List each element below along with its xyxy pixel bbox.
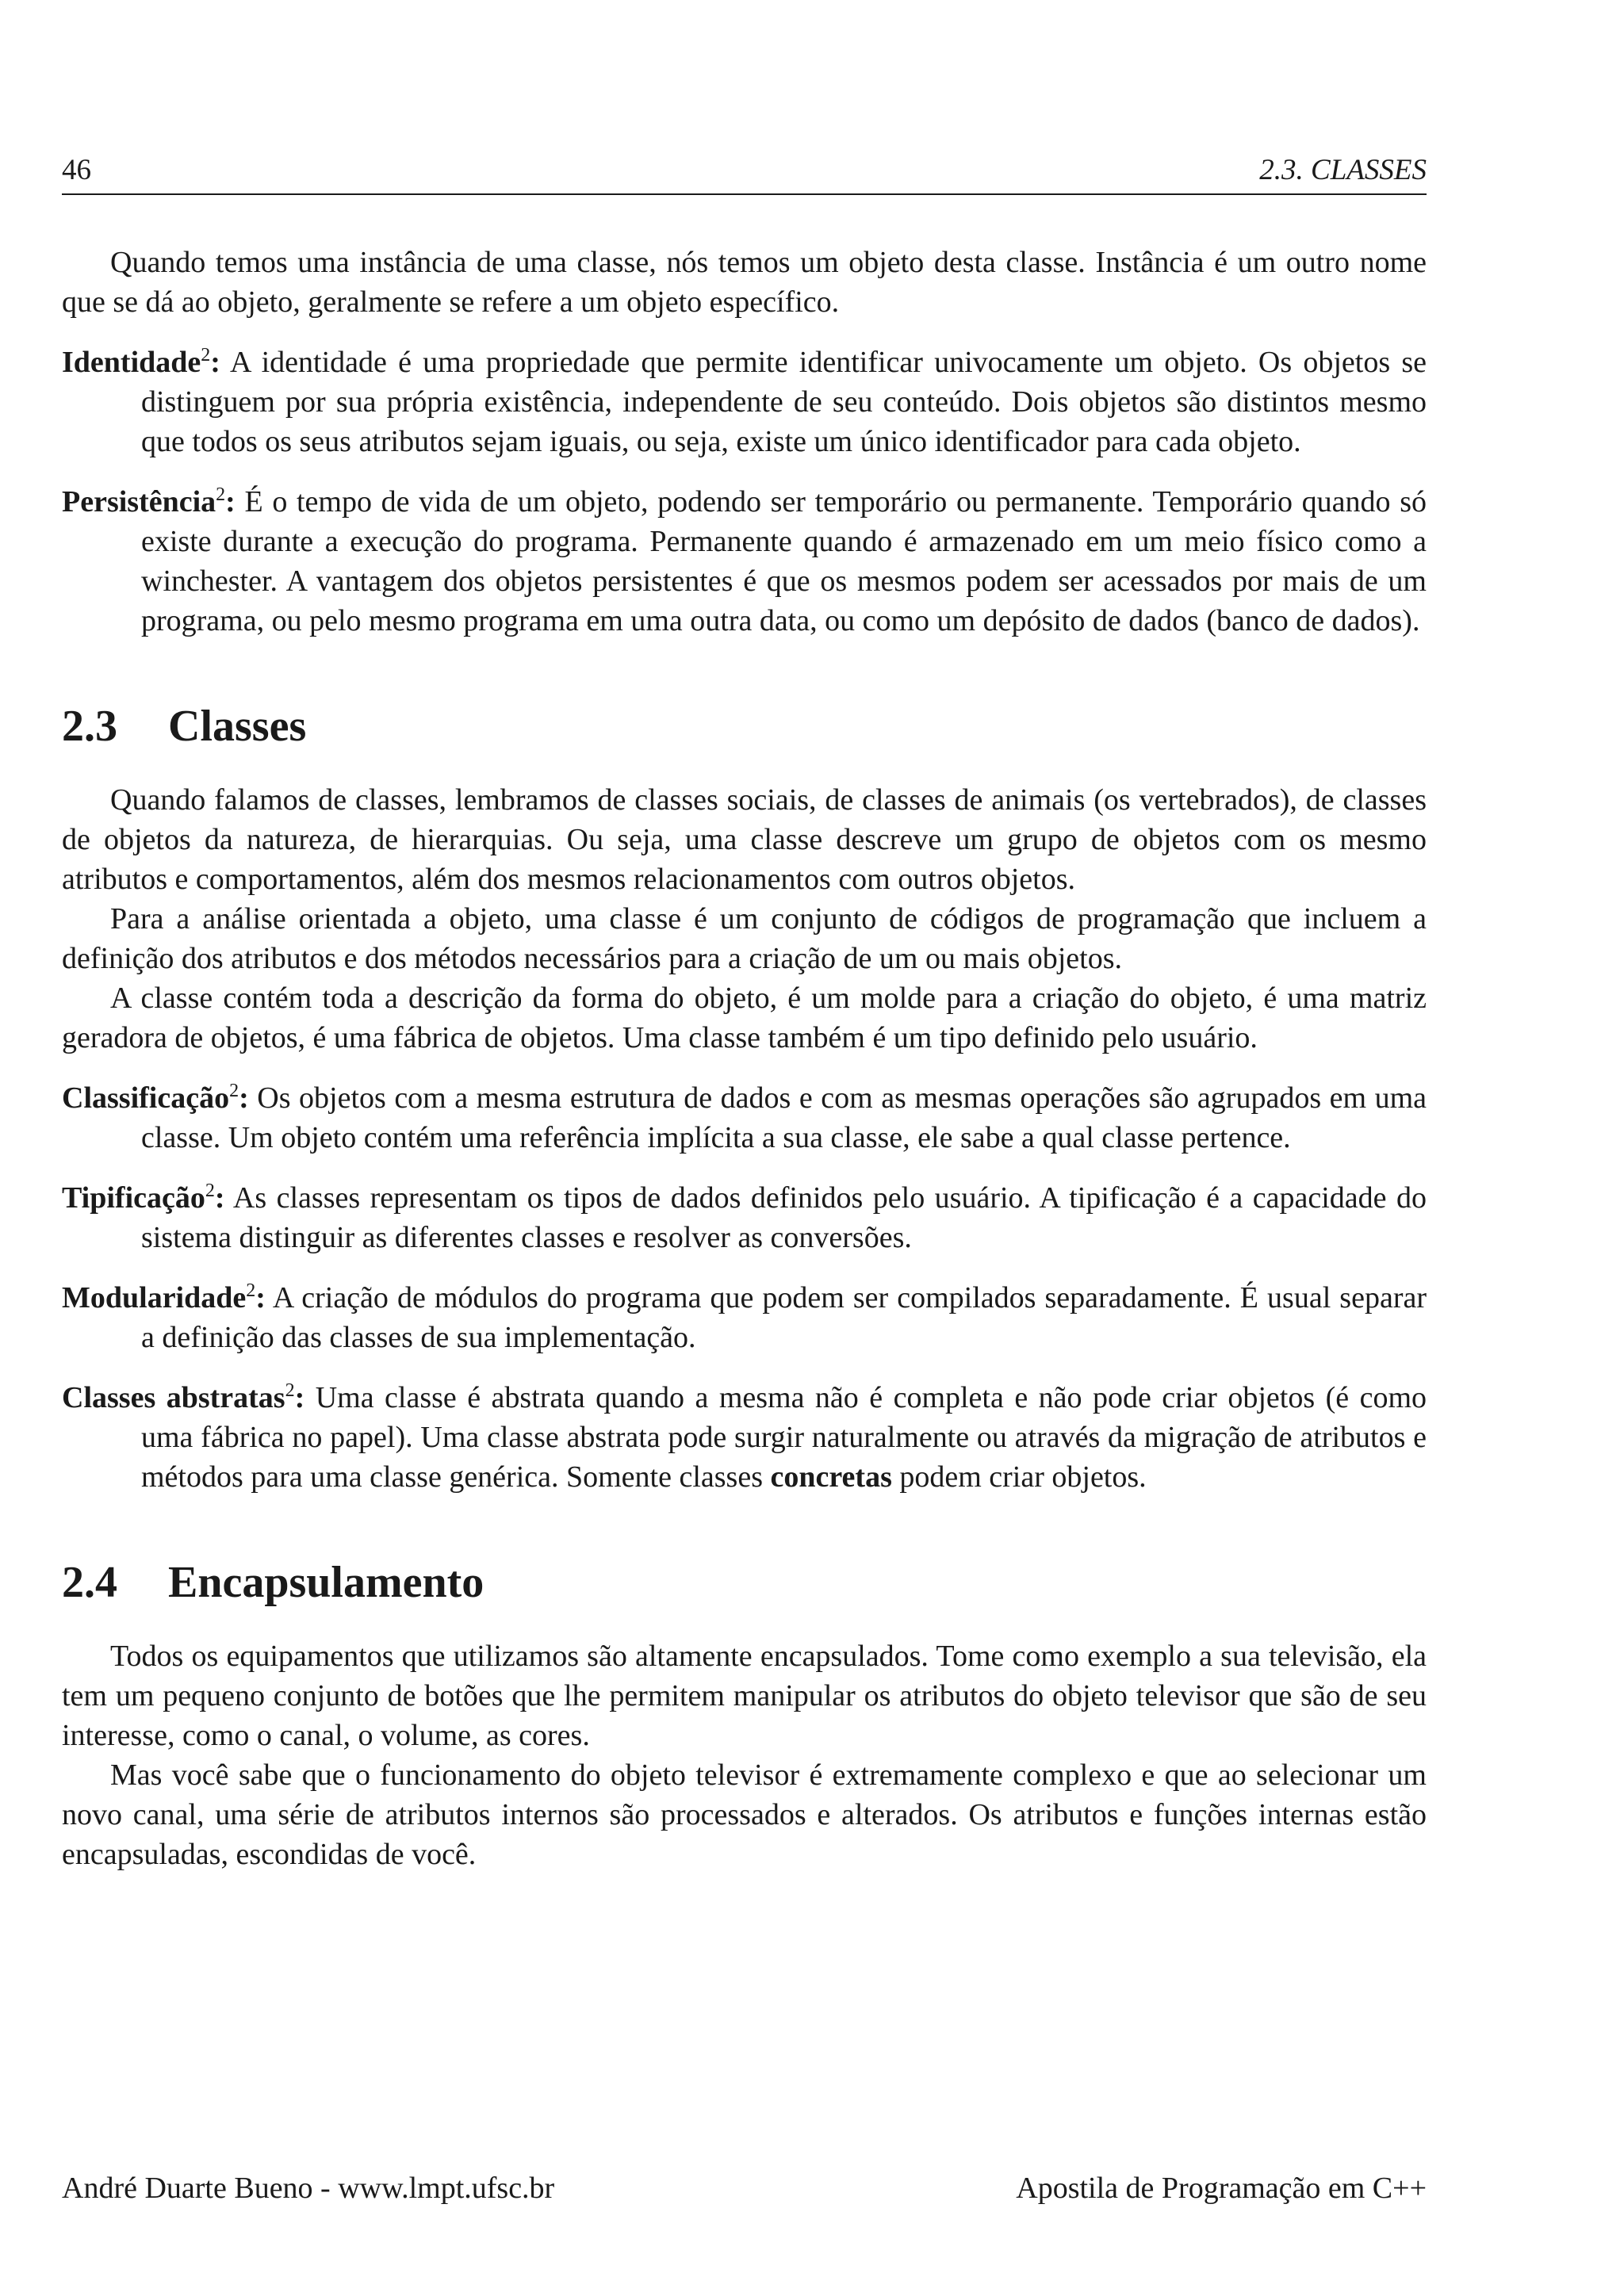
intro-paragraph: Quando temos uma instância de uma classe, nós temos um objeto desta classe. Instância é um outro nome que se dá ao objeto, geralmente se refere a um objeto específico. bbox=[62, 246, 1427, 319]
page-header bbox=[62, 155, 1427, 186]
definition-text: As classes representam os tipos de dados definidos pelo usuário. A tipificação é a capacidade do sistema distinguir as diferentes classes e resolver as conversões. bbox=[141, 1181, 1427, 1254]
spacer bbox=[62, 1357, 1427, 1378]
definition-term: Classes abstratas$^2$: bbox=[62, 1380, 305, 1414]
definition-classes-abstratas bbox=[62, 1378, 1427, 1497]
definition-term: Persistência$^2$: bbox=[62, 484, 236, 519]
classes-paragraph-2: Para a análise orientada a objeto, uma classe é um conjunto de códigos de programação que incluem a definição dos atributos e dos métodos necessários para a criação de um ou mais objetos. bbox=[62, 902, 1427, 975]
definition-term: Classificação$^2$: bbox=[62, 1081, 249, 1115]
encapsulamento-paragraph-2: Mas você sabe que o funcionamento do objeto televisor é extremamente complexo e que ao selecionar um novo canal, uma série de atributos internos são processados e alterados. Os atributos e funções internas estão encapsuladas, escondidas de você. bbox=[62, 1758, 1427, 1871]
definition-tipificacao bbox=[62, 1178, 1427, 1257]
section-number: 2.4 bbox=[62, 1558, 117, 1607]
section-title: Classes bbox=[168, 702, 307, 751]
definition-text: A identidade é uma propriedade que permite identificar univocamente um objeto. Os objetos se distinguem por sua própria existência, independente de seu conteúdo. Dois objetos são distintos mesmo que todos os seus atributos sejam iguais, ou seja, existe um único identificador para cada objeto. bbox=[141, 346, 1427, 458]
running-section-title: 2.3. CLASSES bbox=[1259, 154, 1427, 186]
section-number: 2.3 bbox=[62, 702, 117, 751]
definition-text: Uma classe é abstrata quando a mesma não é completa e não pode criar objetos (é como uma fábrica no papel). Uma classe abstrata pode surgir naturalmente ou através da migração de atributos e métodos para uma classe genérica. Somente classes bbox=[141, 1381, 1427, 1494]
definition-term: Tipificação$^2$: bbox=[62, 1181, 225, 1215]
spacer bbox=[62, 1158, 1427, 1178]
section-heading-classes bbox=[62, 701, 1427, 752]
definition-classificacao bbox=[62, 1078, 1427, 1158]
classes-paragraph-1: Quando falamos de classes, lembramos de classes sociais, de classes de animais (os vertebrados), de classes de objetos da natureza, de hierarquias. Ou seja, uma classe descreve um grupo de objetos com os mesmo atributos e comportamentos, além dos mesmos relacionamentos com outros objetos. bbox=[62, 783, 1427, 896]
spacer bbox=[62, 461, 1427, 482]
page-footer bbox=[62, 2171, 1427, 2206]
classes-paragraph-3: A classe contém toda a descrição da forma do objeto, é um molde para a criação do objeto, é uma matriz geradora de objetos, é uma fábrica de objetos. Uma classe também é um tipo definido pelo usuário. bbox=[62, 982, 1427, 1054]
footer-book-title: Apostila de Programação em C++ bbox=[1016, 2172, 1427, 2205]
encapsulamento-paragraph-1: Todos os equipamentos que utilizamos são altamente encapsulados. Tome como exemplo a sua televisão, ela tem um pequeno conjunto de botões que lhe permitem manipular os atributos do objeto televisor que são de seu interesse, como o canal, o volume, as cores. bbox=[62, 1640, 1427, 1752]
emphasis-concretas: concretas bbox=[770, 1460, 892, 1494]
definition-term: Identidade$^2$: bbox=[62, 345, 220, 379]
definition-term: Modularidade$^2$: bbox=[62, 1280, 266, 1314]
spacer bbox=[62, 1257, 1427, 1278]
section-title: Encapsulamento bbox=[168, 1558, 485, 1607]
definition-text: A criação de módulos do programa que podem ser compilados separadamente. É usual separar a definição das classes de sua implementação. bbox=[141, 1281, 1427, 1354]
footer-author: André Duarte Bueno - www.lmpt.ufsc.br bbox=[62, 2172, 555, 2205]
definition-text: Os objetos com a mesma estrutura de dados e com as mesmas operações são agrupados em uma classe. Um objeto contém uma referência implícita a sua classe, ele sabe a qual classe pertence. bbox=[141, 1081, 1427, 1154]
section-heading-encapsulamento bbox=[62, 1557, 1427, 1608]
definition-text: É o tempo de vida de um objeto, podendo ser temporário ou permanente. Temporário quando só existe durante a execução do programa. Permanente quando é armazenado em um meio físico como a winchester. A vantagem dos objetos persistentes é que os mesmos podem ser acessados por mais de um programa, ou pelo mesmo programa em uma outra data, ou como um depósito de dados (banco de dados). bbox=[141, 485, 1427, 637]
definition-modularidade bbox=[62, 1278, 1427, 1357]
spacer bbox=[62, 1058, 1427, 1078]
definition-identidade bbox=[62, 342, 1427, 461]
definition-text-end: podem criar objetos. bbox=[899, 1460, 1147, 1494]
page-number: 46 bbox=[62, 154, 91, 186]
spacer bbox=[62, 322, 1427, 342]
page-body bbox=[62, 243, 1427, 1874]
definition-persistencia bbox=[62, 482, 1427, 641]
header-rule bbox=[62, 193, 1427, 195]
